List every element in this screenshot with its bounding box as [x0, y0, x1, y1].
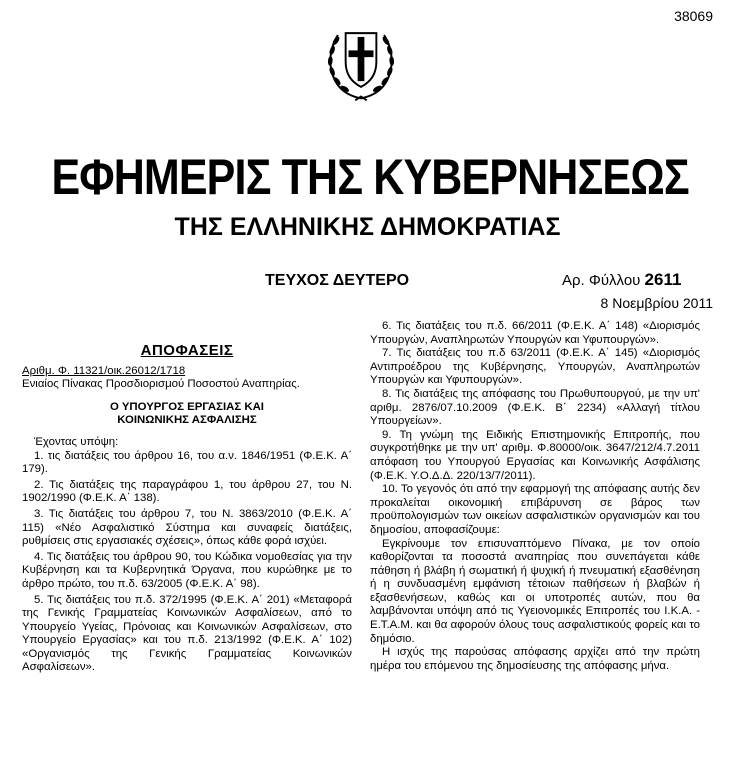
paragraph-3: 3. Τις διατάξεις του άρθρου 7, του Ν. 3863/2010 (Φ.Ε.Κ. Α΄ 115) «Νέο Ασφαλιστικό Σύστημα και συναφείς διατάξεις, ρυθμίσεις στις εργασιακές σχέσεις», όπως κάθε φορά ισχύει. — [22, 507, 352, 548]
paragraph-10: 10. Το γεγονός ότι από την εφαρμογή της απόφασης αυτής δεν προκαλείται οικονομική επιβάρυνση σε βάρος των προϋπολογισμών των οικείων ασφαλιστικών οργανισμών και του δημοσίου, αποφασίζουμε: — [370, 483, 700, 536]
paragraph-5: 5. Τις διατάξεις του π.δ. 372/1995 (Φ.Ε.Κ. Α΄ 201) «Μεταφορά της Γενικής Γραμματείας Κοινωνικών Ασφαλίσεων, από το Υπουργείο Υγείας, Πρόνοιας και Κοινωνικών Ασφαλίσεων, στο Υπουργείο Εργασίας» και του π.δ. 213/1992 (Φ.Ε.Κ. Α΄ 102) «Οργανισμός της Γενικής Γραμματείας Κοινωνικών Ασφαλίσεων». — [22, 593, 352, 674]
paragraph-7: 7. Τις διατάξεις του π.δ 63/2011 (Φ.Ε.Κ. Α΄ 145) «Διορισμός Αντιπροέδρου της Κυβέρνησης, Υπουργών, Αναπληρωτών Υπουργών και Υφυπουργών». — [370, 347, 700, 387]
sheet-number: 2611 — [644, 270, 682, 289]
decision-reference: Αριθμ. Φ. 11321/οικ.26012/1718 — [22, 364, 186, 377]
minister-line-2: ΚΟΙΝΩΝΙΚΗΣ ΑΣΦΑΛΙΣΗΣ — [117, 414, 257, 427]
paragraph-1: 1. τις διατάξεις του άρθρου 16, του α.ν. 1846/1951 (Φ.Ε.Κ. Α΄ 179). — [22, 449, 352, 476]
gazette-subtitle: ΤΗΣ ΕΛΛΗΝΙΚΗΣ ΔΗΜΟΚΡΑΤΙΑΣ — [174, 213, 561, 241]
coat-of-arms-emblem — [313, 12, 409, 108]
section-heading: ΑΠΟΦΑΣΕΙΣ — [140, 342, 234, 359]
minister-heading — [22, 401, 352, 428]
paragraph-2: 2. Τις διατάξεις της παραγράφου 1, του άρθρου 27, του Ν. 1902/1990 (Φ.Ε.Κ. Α΄ 138). — [22, 478, 352, 505]
decision-title: Ενιαίος Πίνακας Προσδιορισμού Ποσοστού Αναπηρίας. — [22, 378, 300, 391]
intro-paragraph: Έχοντας υπόψη: — [34, 435, 119, 448]
paragraph-11: Εγκρίνουμε τον επισυναπτόμενο Πίνακα, με τον οποίο καθορίζονται τα ποσοστά αναπηρίας που συνεπάγεται κάθε πάθηση ή βλάβη ή σωματική ή ψυχική ή πνευματική εξασθένηση ή η συνδυασμένη εμφάνιση τέτοιων παθήσεων ή βλαβών ή εξασθενήσεων, καθώς και οι υποτροπές αυτών, που θα λαμβάνονται υπόψη από τις Υγειονομικές Επιτροπές του Ι.Κ.Α. - Ε.Τ.Α.Μ. και θα αφορούν όλους τους ασφαλιστικούς φορείς και το δημόσιο. — [370, 537, 700, 645]
sheet-number-block — [562, 270, 681, 290]
paragraph-8: 8. Τις διατάξεις της απόφασης του Πρωθυπουργού, με την υπ' αριθμ. 2876/07.10.2009 (Φ.Ε.Κ. Β΄ 2234) «Αλλαγή τίτλου Υπουργείων». — [370, 387, 700, 428]
sheet-label: Αρ. Φύλλου — [562, 272, 641, 289]
minister-line-1: Ο ΥΠΟΥΡΓΟΣ ΕΡΓΑΣΙΑΣ ΚΑΙ — [110, 400, 264, 413]
paragraph-9: 9. Τη γνώμη της Ειδικής Επιστημονικής Επιτροπής, που συγκροτήθηκε με την υπ' αριθμ. Φ.80000/οικ. 3647/212/4.7.2011 απόφαση του Υπουργού Εργασίας και Κοινωνικής Ασφάλισης (Φ.Ε.Κ. Υ.Ο.Δ.Δ. 220/13/7/2011). — [370, 428, 700, 482]
gazette-title: ΕΦΗΜΕΡΙΣ ΤΗΣ ΚΥΒΕΡΝΗΣΕΩΣ — [51, 149, 689, 205]
paragraph-12: Η ισχύς της παρούσας απόφασης αρχίζει από την πρώτη ημέρα του επόμενου της δημοσίευσης της απόφασης μήνα. — [370, 646, 700, 672]
publication-date: 8 Νοεμβρίου 2011 — [600, 295, 713, 311]
page-number: 38069 — [674, 8, 713, 24]
left-column — [22, 342, 352, 675]
paragraph-4: 4. Τις διατάξεις του άρθρου 90, του Κώδικα νομοθεσίας για την Κυβέρνηση και τα Κυβερνητικά Όργανα, που κυρώθηκε με το άρθρο πρώτο, του π.δ. 63/2005 (Φ.Ε.Κ. Α΄ 98). — [22, 550, 352, 590]
right-column — [370, 320, 700, 673]
issue-label: ΤΕΥΧΟΣ ΔΕΥΤΕΡΟ — [265, 272, 410, 289]
paragraph-6: 6. Τις διατάξεις του π.δ. 66/2011 (Φ.Ε.Κ. Α΄ 148) «Διορισμός Υπουργών, Αναπληρωτών Υπουργών και Υφυπουργών». — [370, 320, 700, 346]
